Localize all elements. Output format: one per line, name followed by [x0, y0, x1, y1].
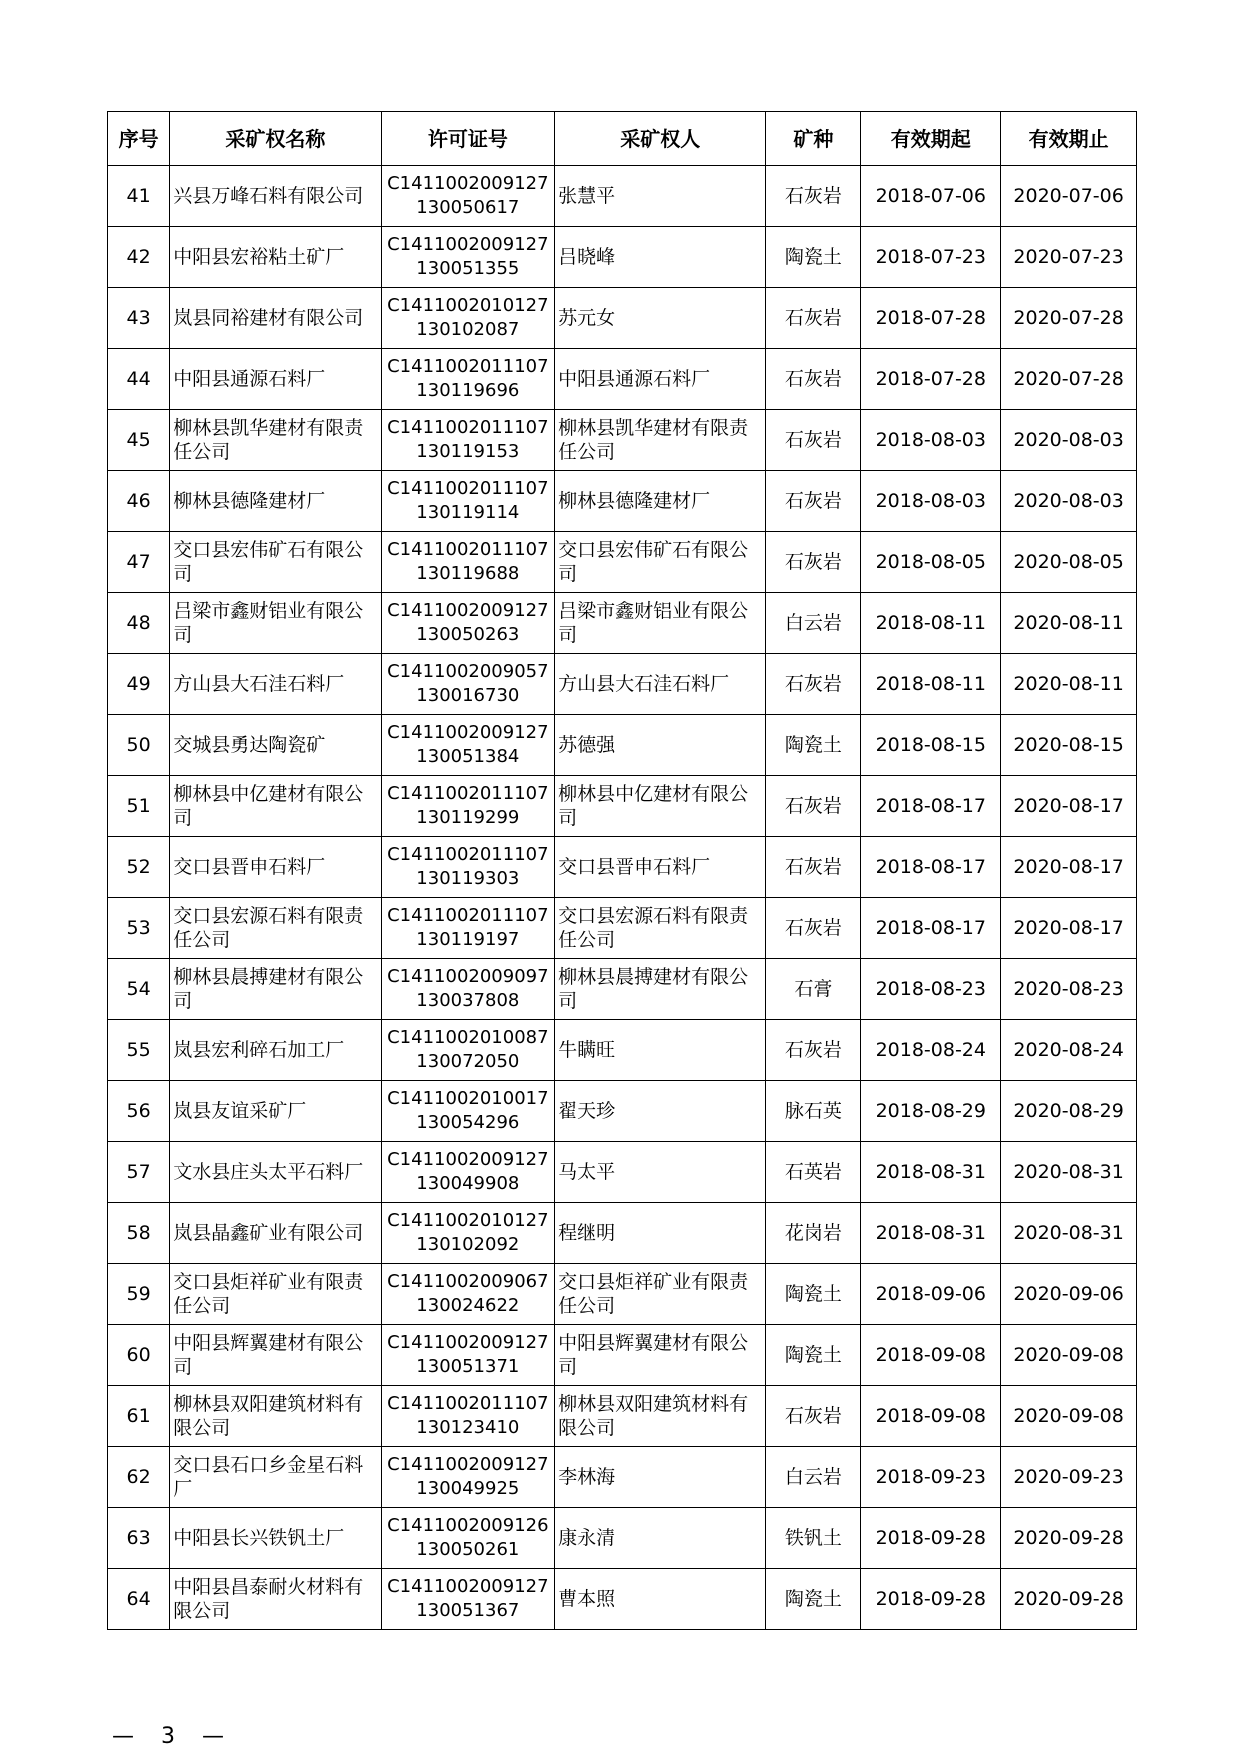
header-valid-to: 有效期止	[1001, 112, 1137, 166]
cell-mineral-type: 铁钒土	[766, 1508, 861, 1569]
cell-mineral-type: 石灰岩	[766, 288, 861, 349]
cell-mineral-type: 石灰岩	[766, 166, 861, 227]
cell-mineral-type: 石灰岩	[766, 349, 861, 410]
table-header-row	[108, 112, 1137, 166]
cell-serial-number: 41	[108, 166, 170, 227]
cell-valid-to: 2020-08-05	[1001, 532, 1137, 593]
cell-license-number: C1411002009127130050617	[381, 166, 555, 227]
table-row	[108, 898, 1137, 959]
cell-serial-number: 53	[108, 898, 170, 959]
cell-serial-number: 55	[108, 1020, 170, 1081]
cell-valid-from: 2018-08-17	[861, 776, 1001, 837]
cell-license-number: C1411002011107130119688	[381, 532, 555, 593]
cell-serial-number: 54	[108, 959, 170, 1020]
table-row	[108, 715, 1137, 776]
cell-mineral-type: 石英岩	[766, 1142, 861, 1203]
cell-valid-from: 2018-07-06	[861, 166, 1001, 227]
cell-mining-right-name: 交城县勇达陶瓷矿	[170, 715, 381, 776]
cell-valid-to: 2020-08-11	[1001, 593, 1137, 654]
cell-mineral-type: 石膏	[766, 959, 861, 1020]
table-row	[108, 1447, 1137, 1508]
table-row	[108, 227, 1137, 288]
cell-serial-number: 50	[108, 715, 170, 776]
cell-mining-right-name: 中阳县辉翼建材有限公司	[170, 1325, 381, 1386]
header-serial-number: 序号	[108, 112, 170, 166]
cell-mineral-type: 白云岩	[766, 1447, 861, 1508]
cell-mining-right-name: 中阳县长兴铁钒土厂	[170, 1508, 381, 1569]
cell-mining-right-name: 柳林县双阳建筑材料有限公司	[170, 1386, 381, 1447]
cell-license-number: C1411002009127130051384	[381, 715, 555, 776]
header-mining-right-name: 采矿权名称	[170, 112, 381, 166]
cell-mining-right-holder: 吕晓峰	[555, 227, 766, 288]
cell-mineral-type: 陶瓷土	[766, 715, 861, 776]
cell-valid-from: 2018-08-17	[861, 898, 1001, 959]
cell-valid-to: 2020-09-28	[1001, 1508, 1137, 1569]
cell-serial-number: 42	[108, 227, 170, 288]
cell-license-number: C1411002011107130119197	[381, 898, 555, 959]
cell-valid-from: 2018-09-28	[861, 1569, 1001, 1630]
cell-serial-number: 52	[108, 837, 170, 898]
table-row	[108, 288, 1137, 349]
cell-mining-right-holder: 方山县大石洼石料厂	[555, 654, 766, 715]
cell-mining-right-name: 柳林县德隆建材厂	[170, 471, 381, 532]
header-mineral-type: 矿种	[766, 112, 861, 166]
cell-valid-from: 2018-08-29	[861, 1081, 1001, 1142]
cell-license-number: C1411002009057130016730	[381, 654, 555, 715]
cell-license-number: C1411002011107130119114	[381, 471, 555, 532]
cell-valid-to: 2020-08-03	[1001, 410, 1137, 471]
cell-mining-right-holder: 交口县宏伟矿石有限公司	[555, 532, 766, 593]
cell-license-number: C1411002011107130119299	[381, 776, 555, 837]
cell-mining-right-holder: 柳林县晨搏建材有限公司	[555, 959, 766, 1020]
cell-valid-to: 2020-08-31	[1001, 1203, 1137, 1264]
cell-mining-right-holder: 曹本照	[555, 1569, 766, 1630]
cell-valid-from: 2018-08-05	[861, 532, 1001, 593]
cell-mining-right-holder: 柳林县凯华建材有限责任公司	[555, 410, 766, 471]
cell-valid-from: 2018-07-23	[861, 227, 1001, 288]
cell-serial-number: 63	[108, 1508, 170, 1569]
cell-valid-to: 2020-08-29	[1001, 1081, 1137, 1142]
cell-license-number: C1411002009127130051371	[381, 1325, 555, 1386]
cell-valid-to: 2020-08-17	[1001, 898, 1137, 959]
cell-license-number: C1411002009126130050261	[381, 1508, 555, 1569]
cell-license-number: C1411002011107130119696	[381, 349, 555, 410]
header-valid-from: 有效期起	[861, 112, 1001, 166]
cell-valid-to: 2020-08-15	[1001, 715, 1137, 776]
cell-valid-from: 2018-09-08	[861, 1325, 1001, 1386]
cell-valid-to: 2020-08-17	[1001, 837, 1137, 898]
cell-mining-right-name: 柳林县凯华建材有限责任公司	[170, 410, 381, 471]
cell-serial-number: 57	[108, 1142, 170, 1203]
cell-mining-right-holder: 翟天珍	[555, 1081, 766, 1142]
cell-serial-number: 46	[108, 471, 170, 532]
cell-mining-right-holder: 柳林县中亿建材有限公司	[555, 776, 766, 837]
table-row	[108, 410, 1137, 471]
cell-mining-right-holder: 交口县宏源石料有限责任公司	[555, 898, 766, 959]
table-row	[108, 1081, 1137, 1142]
cell-mining-right-name: 中阳县昌泰耐火材料有限公司	[170, 1569, 381, 1630]
cell-valid-to: 2020-09-08	[1001, 1386, 1137, 1447]
table-row	[108, 471, 1137, 532]
table-row	[108, 1020, 1137, 1081]
cell-license-number: C1411002009127130049908	[381, 1142, 555, 1203]
cell-mining-right-holder: 李林海	[555, 1447, 766, 1508]
cell-license-number: C1411002009067130024622	[381, 1264, 555, 1325]
cell-serial-number: 64	[108, 1569, 170, 1630]
cell-valid-to: 2020-08-11	[1001, 654, 1137, 715]
cell-valid-to: 2020-07-28	[1001, 349, 1137, 410]
cell-mining-right-holder: 程继明	[555, 1203, 766, 1264]
table-row	[108, 1142, 1137, 1203]
cell-valid-from: 2018-08-24	[861, 1020, 1001, 1081]
cell-mineral-type: 石灰岩	[766, 410, 861, 471]
header-mining-right-holder: 采矿权人	[555, 112, 766, 166]
cell-mining-right-holder: 马太平	[555, 1142, 766, 1203]
cell-mining-right-holder: 康永清	[555, 1508, 766, 1569]
table-row	[108, 959, 1137, 1020]
cell-mineral-type: 脉石英	[766, 1081, 861, 1142]
cell-valid-from: 2018-08-23	[861, 959, 1001, 1020]
cell-serial-number: 62	[108, 1447, 170, 1508]
cell-valid-to: 2020-08-23	[1001, 959, 1137, 1020]
cell-serial-number: 44	[108, 349, 170, 410]
cell-mineral-type: 白云岩	[766, 593, 861, 654]
cell-valid-from: 2018-09-28	[861, 1508, 1001, 1569]
cell-license-number: C1411002010127130102087	[381, 288, 555, 349]
cell-mining-right-name: 中阳县宏裕粘土矿厂	[170, 227, 381, 288]
cell-mineral-type: 石灰岩	[766, 837, 861, 898]
cell-serial-number: 48	[108, 593, 170, 654]
cell-license-number: C1411002011107130123410	[381, 1386, 555, 1447]
cell-mining-right-name: 岚县同裕建材有限公司	[170, 288, 381, 349]
cell-mining-right-name: 兴县万峰石料有限公司	[170, 166, 381, 227]
cell-license-number: C1411002009127130049925	[381, 1447, 555, 1508]
table-row	[108, 776, 1137, 837]
page-number: — 3 —	[112, 1724, 234, 1749]
cell-license-number: C1411002011107130119303	[381, 837, 555, 898]
cell-license-number: C1411002010087130072050	[381, 1020, 555, 1081]
cell-valid-from: 2018-09-06	[861, 1264, 1001, 1325]
cell-mining-right-name: 交口县宏源石料有限责任公司	[170, 898, 381, 959]
cell-mineral-type: 陶瓷土	[766, 1325, 861, 1386]
table-row	[108, 1264, 1137, 1325]
table-row	[108, 1508, 1137, 1569]
cell-serial-number: 49	[108, 654, 170, 715]
cell-mineral-type: 陶瓷土	[766, 1569, 861, 1630]
cell-mining-right-name: 交口县晋申石料厂	[170, 837, 381, 898]
cell-valid-to: 2020-09-28	[1001, 1569, 1137, 1630]
cell-mining-right-name: 文水县庄头太平石料厂	[170, 1142, 381, 1203]
cell-valid-to: 2020-09-08	[1001, 1325, 1137, 1386]
table-body	[108, 166, 1137, 1630]
cell-serial-number: 45	[108, 410, 170, 471]
cell-mining-right-holder: 柳林县双阳建筑材料有限公司	[555, 1386, 766, 1447]
table-row	[108, 1386, 1137, 1447]
cell-mining-right-holder: 吕梁市鑫财铝业有限公司	[555, 593, 766, 654]
cell-mineral-type: 石灰岩	[766, 471, 861, 532]
cell-mining-right-holder: 张慧平	[555, 166, 766, 227]
cell-mineral-type: 石灰岩	[766, 654, 861, 715]
cell-mining-right-name: 岚县晶鑫矿业有限公司	[170, 1203, 381, 1264]
cell-serial-number: 59	[108, 1264, 170, 1325]
header-license-number: 许可证号	[381, 112, 555, 166]
cell-valid-from: 2018-09-08	[861, 1386, 1001, 1447]
cell-license-number: C1411002009127130051367	[381, 1569, 555, 1630]
cell-mineral-type: 石灰岩	[766, 532, 861, 593]
cell-mining-right-name: 岚县宏利碎石加工厂	[170, 1020, 381, 1081]
cell-serial-number: 58	[108, 1203, 170, 1264]
table-row	[108, 1569, 1137, 1630]
mining-rights-table	[107, 111, 1137, 1630]
cell-valid-from: 2018-08-03	[861, 410, 1001, 471]
cell-mining-right-name: 交口县炬祥矿业有限责任公司	[170, 1264, 381, 1325]
cell-license-number: C1411002010127130102092	[381, 1203, 555, 1264]
cell-mining-right-holder: 交口县晋申石料厂	[555, 837, 766, 898]
cell-valid-from: 2018-08-31	[861, 1142, 1001, 1203]
cell-valid-from: 2018-08-03	[861, 471, 1001, 532]
cell-serial-number: 60	[108, 1325, 170, 1386]
cell-mineral-type: 石灰岩	[766, 776, 861, 837]
cell-mineral-type: 陶瓷土	[766, 1264, 861, 1325]
cell-valid-from: 2018-08-31	[861, 1203, 1001, 1264]
cell-mining-right-name: 柳林县晨搏建材有限公司	[170, 959, 381, 1020]
cell-mining-right-holder: 牛瞒旺	[555, 1020, 766, 1081]
cell-mineral-type: 石灰岩	[766, 898, 861, 959]
cell-valid-to: 2020-08-17	[1001, 776, 1137, 837]
cell-mineral-type: 陶瓷土	[766, 227, 861, 288]
cell-serial-number: 51	[108, 776, 170, 837]
cell-mineral-type: 石灰岩	[766, 1386, 861, 1447]
cell-mining-right-name: 中阳县通源石料厂	[170, 349, 381, 410]
table-row	[108, 1203, 1137, 1264]
cell-license-number: C1411002010017130054296	[381, 1081, 555, 1142]
cell-mining-right-name: 方山县大石洼石料厂	[170, 654, 381, 715]
cell-valid-to: 2020-07-28	[1001, 288, 1137, 349]
table-row	[108, 532, 1137, 593]
table-row	[108, 654, 1137, 715]
cell-mining-right-holder: 交口县炬祥矿业有限责任公司	[555, 1264, 766, 1325]
cell-mining-right-name: 交口县石口乡金星石料厂	[170, 1447, 381, 1508]
cell-mineral-type: 石灰岩	[766, 1020, 861, 1081]
table-row	[108, 593, 1137, 654]
table-row	[108, 837, 1137, 898]
cell-license-number: C1411002009127130050263	[381, 593, 555, 654]
cell-valid-from: 2018-08-11	[861, 654, 1001, 715]
cell-valid-to: 2020-07-06	[1001, 166, 1137, 227]
cell-serial-number: 47	[108, 532, 170, 593]
cell-mining-right-holder: 中阳县通源石料厂	[555, 349, 766, 410]
cell-mining-right-holder: 苏德强	[555, 715, 766, 776]
cell-license-number: C1411002009127130051355	[381, 227, 555, 288]
cell-mining-right-name: 交口县宏伟矿石有限公司	[170, 532, 381, 593]
cell-valid-to: 2020-09-23	[1001, 1447, 1137, 1508]
table-row	[108, 1325, 1137, 1386]
cell-valid-from: 2018-08-15	[861, 715, 1001, 776]
cell-valid-from: 2018-08-11	[861, 593, 1001, 654]
cell-mineral-type: 花岗岩	[766, 1203, 861, 1264]
cell-valid-to: 2020-07-23	[1001, 227, 1137, 288]
cell-serial-number: 43	[108, 288, 170, 349]
cell-mining-right-holder: 中阳县辉翼建材有限公司	[555, 1325, 766, 1386]
cell-license-number: C1411002009097130037808	[381, 959, 555, 1020]
cell-mining-right-name: 岚县友谊采矿厂	[170, 1081, 381, 1142]
table-row	[108, 166, 1137, 227]
cell-valid-to: 2020-08-03	[1001, 471, 1137, 532]
cell-valid-to: 2020-09-06	[1001, 1264, 1137, 1325]
cell-valid-from: 2018-08-17	[861, 837, 1001, 898]
cell-mining-right-holder: 柳林县德隆建材厂	[555, 471, 766, 532]
cell-serial-number: 61	[108, 1386, 170, 1447]
cell-valid-from: 2018-07-28	[861, 288, 1001, 349]
cell-mining-right-name: 柳林县中亿建材有限公司	[170, 776, 381, 837]
cell-mining-right-name: 吕梁市鑫财铝业有限公司	[170, 593, 381, 654]
cell-valid-to: 2020-08-24	[1001, 1020, 1137, 1081]
cell-valid-to: 2020-08-31	[1001, 1142, 1137, 1203]
cell-valid-from: 2018-07-28	[861, 349, 1001, 410]
cell-valid-from: 2018-09-23	[861, 1447, 1001, 1508]
cell-license-number: C1411002011107130119153	[381, 410, 555, 471]
table-row	[108, 349, 1137, 410]
cell-mining-right-holder: 苏元女	[555, 288, 766, 349]
cell-serial-number: 56	[108, 1081, 170, 1142]
